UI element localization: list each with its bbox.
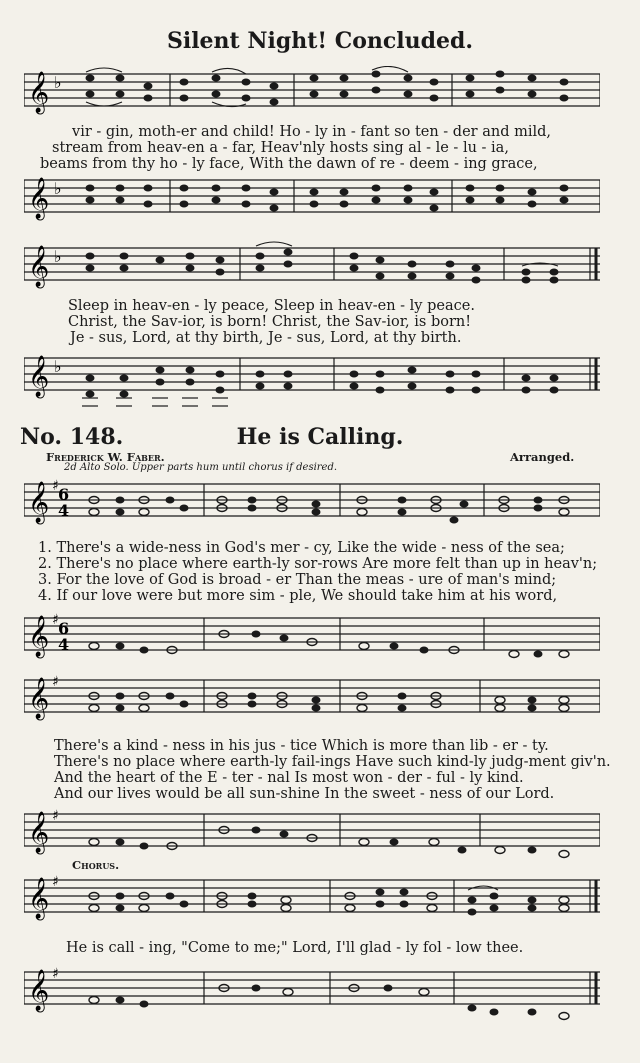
chorus-label: Chorus. bbox=[72, 858, 120, 872]
time-sig-top: 6 bbox=[58, 619, 70, 638]
lyric-line: vir - gin, moth-er and child! Ho - ly in - fant so ten - der and mild, bbox=[72, 124, 551, 140]
lyrics-system2 bbox=[38, 298, 612, 346]
staff-system2-bass bbox=[24, 350, 600, 420]
lyrics-system4 bbox=[38, 738, 612, 802]
performance-instruction: 2d Alto Solo. Upper parts hum until chorus if desired. bbox=[64, 462, 338, 473]
lyric-line: There's a kind - ness in his jus - tice Which is more than lib - er - ty. bbox=[54, 738, 549, 754]
svg-text:♯: ♯ bbox=[52, 966, 59, 982]
svg-text:♯: ♯ bbox=[52, 674, 59, 690]
lyric-line: There's no place where earth-ly fail-ings Have such kind-ly judg-ment giv'n. bbox=[54, 754, 611, 770]
svg-text:𝄞: 𝄞 bbox=[28, 178, 50, 219]
lyric-line: stream from heav-en a - far, Heav'nly hosts sing al - le - lu - ia, bbox=[52, 140, 509, 156]
hymn-arrangement: Arranged. bbox=[510, 450, 575, 464]
music-staff-treble bbox=[24, 236, 600, 290]
lyric-line: He is call - ing, "Come to me;" Lord, I'll glad - ly fol - low thee. bbox=[66, 940, 524, 956]
music-staff-treble bbox=[24, 872, 600, 932]
svg-text:𝄞: 𝄞 bbox=[28, 812, 50, 853]
hymn-author: Frederick W. Faber. bbox=[46, 450, 165, 464]
svg-text:𝄞: 𝄞 bbox=[28, 482, 50, 523]
svg-text:𝄞: 𝄞 bbox=[28, 72, 50, 113]
music-staff-bass bbox=[24, 350, 600, 420]
staff-system2-treble bbox=[24, 236, 600, 290]
staff-system3-bass bbox=[24, 610, 600, 670]
lyric-line: 1. There's a wide-ness in God's mer - cy, Like the wide - ness of the sea; bbox=[38, 540, 565, 556]
hymn-title: He is Calling. bbox=[236, 424, 404, 450]
svg-text:𝄞: 𝄞 bbox=[28, 356, 50, 397]
lyric-line: Christ, the Sav-ior, is born! Christ, the Sav-ior, is born! bbox=[68, 314, 472, 330]
music-staff-bass bbox=[24, 172, 600, 222]
lyrics-system3 bbox=[38, 540, 612, 604]
lyric-line: Je - sus, Lord, at thy birth, Je - sus, Lord, at thy birth. bbox=[70, 330, 462, 346]
lyric-line: And the heart of the E - ter - nal Is most won - der - ful - ly kind. bbox=[54, 770, 524, 786]
music-staff-bass bbox=[24, 806, 600, 862]
page-title: Silent Night! Concluded. bbox=[166, 28, 474, 54]
staff-system4-treble bbox=[24, 672, 600, 732]
lyric-line: And our lives would be all sun-shine In the sweet - ness of our Lord. bbox=[54, 786, 555, 802]
svg-text:♭: ♭ bbox=[54, 73, 62, 92]
lyric-line: beams from thy ho - ly face, With the dawn of re - deem - ing grace, bbox=[40, 156, 538, 172]
staff-system4-bass bbox=[24, 806, 600, 862]
svg-text:♯: ♯ bbox=[52, 478, 59, 494]
lyrics-chorus bbox=[38, 940, 612, 956]
lyric-line: Sleep in heav-en - ly peace, Sleep in heav-en - ly peace. bbox=[68, 298, 475, 314]
time-sig-bottom: 4 bbox=[58, 635, 70, 654]
svg-text:♭: ♭ bbox=[54, 357, 62, 376]
staff-system1-bass bbox=[24, 172, 600, 222]
svg-text:𝄞: 𝄞 bbox=[28, 970, 50, 1011]
hymn-number: No. 148. bbox=[20, 424, 124, 450]
lyric-line: 3. For the love of God is broad - er Than the meas - ure of man's mind; bbox=[38, 572, 557, 588]
lyric-line: 4. If our love were but more sim - ple, We should take him at his word, bbox=[38, 588, 558, 604]
svg-text:𝄞: 𝄞 bbox=[28, 246, 50, 287]
svg-text:♯: ♯ bbox=[52, 808, 59, 824]
staff-system3-treble bbox=[24, 476, 600, 536]
svg-text:♭: ♭ bbox=[54, 247, 62, 266]
staff-system1-treble bbox=[24, 66, 600, 116]
svg-text:𝄞: 𝄞 bbox=[28, 678, 50, 719]
svg-text:𝄞: 𝄞 bbox=[28, 878, 50, 919]
svg-text:♯: ♯ bbox=[52, 612, 59, 628]
music-staff-bass bbox=[24, 610, 600, 670]
svg-text:♭: ♭ bbox=[54, 179, 62, 198]
staff-chorus-treble bbox=[24, 872, 600, 932]
lyric-line: 2. There's no place where earth-ly sor-rows Are more felt than up in heav'n; bbox=[38, 556, 598, 572]
music-staff-bass bbox=[24, 964, 600, 1024]
music-staff-treble bbox=[24, 476, 600, 536]
music-staff-treble bbox=[24, 672, 600, 732]
staff-chorus-bass bbox=[24, 964, 600, 1024]
lyrics-system1 bbox=[38, 124, 612, 172]
time-sig-top: 6 bbox=[58, 485, 70, 504]
svg-text:♯: ♯ bbox=[52, 874, 59, 890]
svg-text:𝄞: 𝄞 bbox=[28, 616, 50, 657]
time-sig-bottom: 4 bbox=[58, 501, 70, 520]
music-staff-treble bbox=[24, 66, 600, 116]
